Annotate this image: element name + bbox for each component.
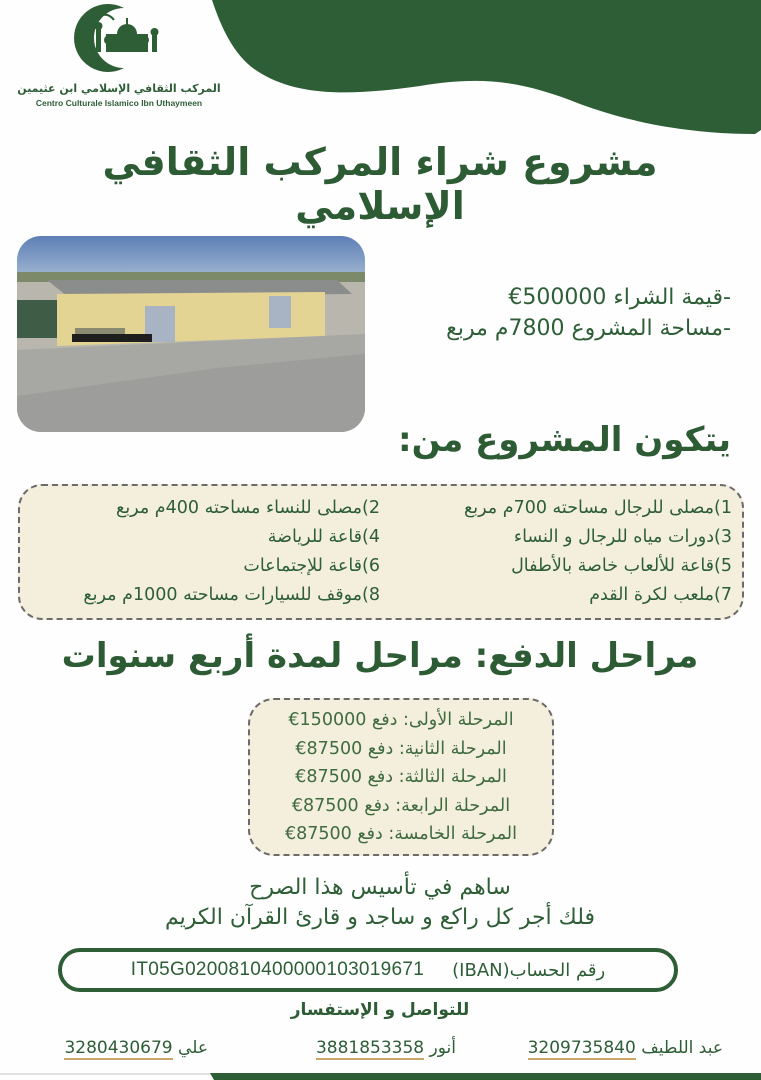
component-item: 1)مصلى للرجال مساحته 700م مربع — [463, 498, 732, 518]
cta-line-2: فلك أجر كل راكع و ساجد و قارئ القرآن الكريم — [165, 905, 595, 930]
contact-anwar — [316, 1038, 456, 1058]
mosque-crescent-icon — [14, 0, 204, 85]
warehouse-building-photo — [17, 236, 365, 432]
component-item: 2)مصلى للنساء مساحته 400م مربع — [116, 498, 380, 518]
iban-box — [58, 948, 678, 992]
footer-bar-decoration — [0, 1073, 761, 1080]
payment-stage: المرحلة الرابعة: دفع 87500€ — [291, 795, 511, 816]
contact-name: أنور — [429, 1038, 456, 1058]
components-column-left — [40, 494, 380, 610]
payment-stage: المرحلة الأولى: دفع 150000€ — [288, 710, 514, 730]
contact-phone[interactable]: 3209735840 — [527, 1038, 636, 1058]
contact-phone[interactable]: 3881853358 — [315, 1038, 425, 1058]
logo — [14, 0, 221, 110]
component-item: 3)دورات مياه للرجال و النساء — [513, 527, 732, 547]
project-area: -مساحة المشروع 7800م مربع — [446, 316, 731, 341]
payment-stages-box — [248, 698, 554, 856]
components-list-box — [18, 484, 744, 620]
page-title: مشروع شراء المركب الثقافي الإسلامي — [102, 140, 658, 228]
contact-name: علي — [178, 1038, 208, 1058]
contact-name: عبد اللطيف — [641, 1038, 723, 1058]
contact-heading: للتواصل و الإستفسار — [290, 1000, 470, 1020]
iban-label: رقم الحساب(IBAN) — [452, 959, 606, 981]
component-item: 7)ملعب لكرة القدم — [589, 585, 732, 605]
payment-stage: المرحلة الثانية: دفع 87500€ — [295, 738, 507, 759]
component-item: 6)قاعة للإجتماعات — [243, 556, 380, 576]
payment-stages-list — [250, 706, 552, 849]
contact-phone[interactable]: 3280430679 — [64, 1038, 173, 1058]
purchase-price: -قيمة الشراء 500000€ — [508, 285, 731, 310]
payment-heading: مراحل الدفع: مراحل لمدة أربع سنوات — [61, 636, 699, 676]
donation-call-to-action — [60, 873, 700, 933]
iban-number[interactable]: IT05G0200810400000103019671 — [130, 959, 425, 980]
components-heading: يتكون المشروع من: — [398, 420, 731, 460]
logo-name-italian: Centro Culturale Islamico Ibn Uthaymeen — [35, 98, 203, 108]
contact-abdullatif — [528, 1038, 723, 1058]
cta-line-1: ساهم في تأسيس هذا الصرح — [249, 875, 511, 900]
components-column-right — [412, 494, 732, 610]
component-item: 8)موقف للسيارات مساحته 1000م مربع — [83, 585, 380, 605]
project-facts — [381, 282, 731, 344]
component-item: 5)قاعة للألعاب خاصة بالأطفال — [511, 556, 732, 576]
payment-stage: المرحلة الخامسة: دفع 87500€ — [284, 824, 518, 844]
logo-name-arabic: المركب الثقافي الإسلامي ابن عثيمين — [17, 82, 221, 95]
contact-ali — [64, 1038, 208, 1058]
component-item: 4)قاعة للرياضة — [267, 527, 380, 547]
payment-stage: المرحلة الثالثة: دفع 87500€ — [295, 767, 507, 787]
